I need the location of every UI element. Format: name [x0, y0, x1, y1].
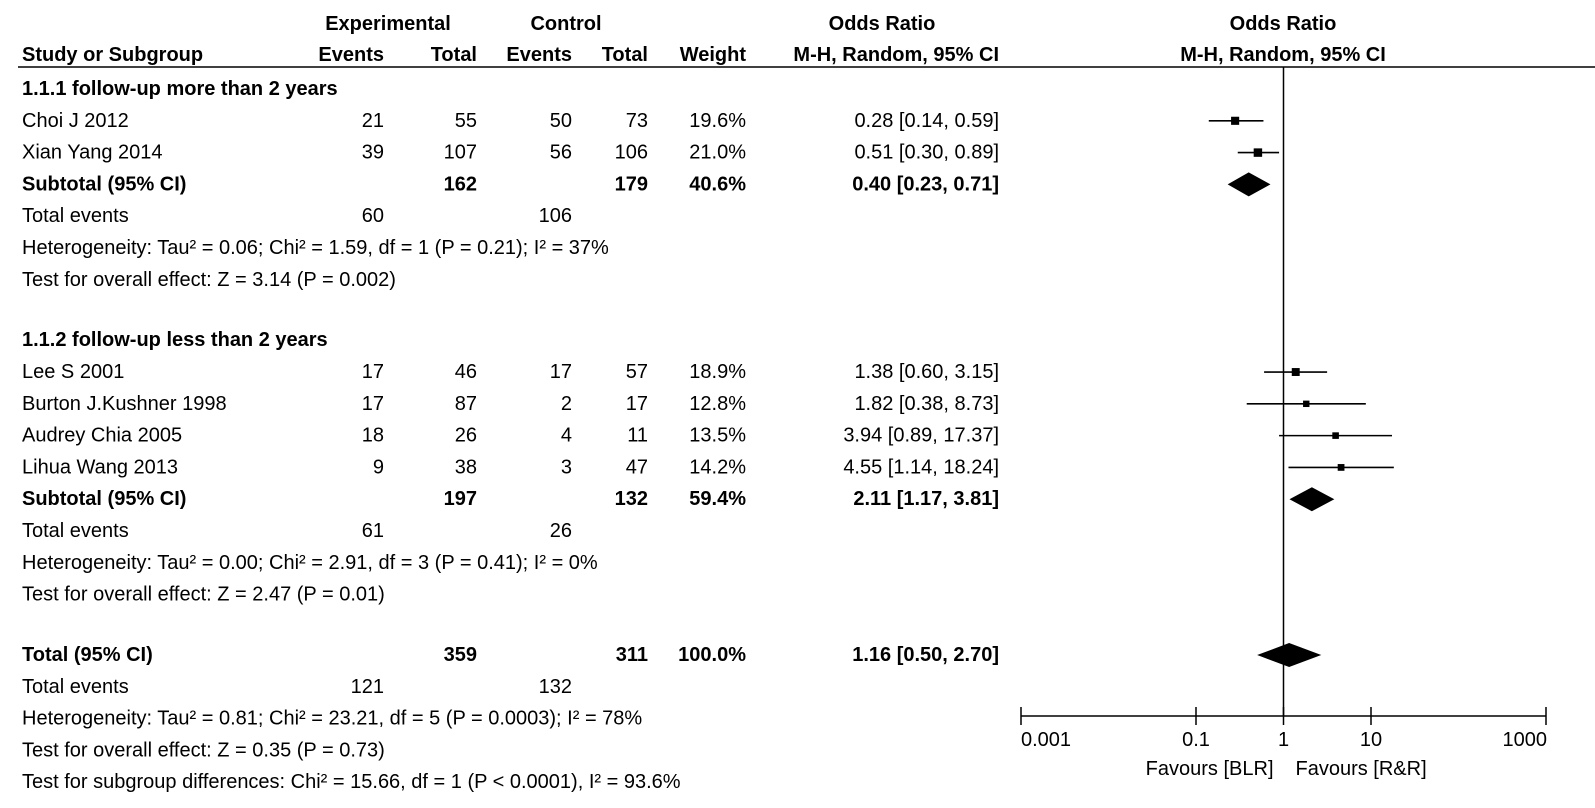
header-study: Study or Subgroup — [22, 44, 204, 66]
summary-label: Total (95% CI) — [22, 644, 153, 667]
heterogeneity-text: Heterogeneity: Tau² = 0.06; Chi² = 1.59, df = 1 (P = 0.21); I² = 37% — [22, 237, 609, 259]
study-row — [22, 142, 999, 164]
summary-row — [22, 173, 999, 195]
study-name: Audrey Chia 2005 — [22, 424, 183, 447]
ci-text: 4.55 [1.14, 18.24] — [843, 456, 999, 479]
point-estimate — [1231, 117, 1239, 125]
header-ctl-total: Total — [601, 44, 648, 66]
study-row — [22, 425, 999, 447]
ci-text: 0.51 [0.30, 0.89] — [854, 141, 999, 164]
axis-tick-label: 0.001 — [1021, 729, 1072, 751]
overall-effect-text: Test for overall effect: Z = 0.35 (P = 0.73) — [22, 739, 385, 762]
summary-diamond — [1228, 172, 1271, 196]
study-row — [22, 456, 999, 478]
summary-row — [22, 488, 999, 510]
point-estimate — [1338, 464, 1345, 471]
header-exp-events: Events — [318, 44, 384, 66]
exp-events: 9 — [372, 456, 384, 479]
exp-events: 39 — [361, 141, 384, 164]
header-ctl-events: Events — [506, 44, 572, 66]
point-estimate — [1254, 148, 1262, 156]
summary-diamond — [1289, 487, 1334, 511]
total-events-label: Total events — [22, 675, 129, 698]
ci-text: 3.94 [0.89, 17.37] — [843, 424, 999, 447]
summary-weight: 59.4% — [689, 488, 746, 511]
ctl-total: 17 — [625, 392, 648, 415]
x-axis — [1021, 67, 1547, 780]
summary-ctl-total: 311 — [615, 644, 648, 667]
summary-ci-text: 2.11 [1.17, 3.81] — [853, 488, 999, 511]
header-experimental: Experimental — [325, 13, 451, 35]
axis-tick-label: 1 — [1277, 729, 1290, 751]
exp-events: 17 — [361, 361, 384, 384]
events-row — [22, 520, 572, 542]
header-weight: Weight — [679, 44, 746, 66]
total-events-label: Total events — [22, 520, 129, 543]
ctl-total: 57 — [625, 361, 648, 384]
study-name: Lee S 2001 — [22, 361, 125, 384]
heterogeneity-text: Heterogeneity: Tau² = 0.00; Chi² = 2.91, df = 3 (P = 0.41); I² = 0% — [22, 551, 598, 574]
header-odds-ratio-plot: Odds Ratio — [1229, 13, 1337, 35]
study-row — [22, 393, 999, 415]
total-events-ctl: 106 — [538, 205, 572, 228]
ci-text: 1.82 [0.38, 8.73] — [854, 392, 999, 415]
axis-tick-label: 10 — [1359, 729, 1383, 751]
heterogeneity-text: Heterogeneity: Tau² = 0.81; Chi² = 23.21, df = 5 (P = 0.0003); I² = 78% — [22, 707, 643, 730]
header-method-plot: M-H, Random, 95% CI — [1180, 44, 1386, 66]
ctl-events: 17 — [549, 361, 572, 384]
summary-ctl-total: 132 — [614, 488, 648, 511]
weight: 14.2% — [689, 456, 746, 479]
study-row — [22, 361, 999, 383]
ctl-total: 73 — [625, 109, 648, 132]
exp-events: 18 — [361, 424, 384, 447]
exp-total: 38 — [454, 456, 477, 479]
total-events-exp: 60 — [361, 205, 384, 228]
summary-weight: 100.0% — [678, 644, 746, 667]
summary-label: Subtotal (95% CI) — [22, 488, 187, 511]
summary-exp-total: 197 — [443, 488, 477, 511]
exp-events: 21 — [361, 109, 384, 132]
plot-marks — [1209, 117, 1394, 667]
exp-total: 107 — [443, 141, 477, 164]
ctl-total: 47 — [625, 456, 648, 479]
weight: 12.8% — [689, 392, 746, 415]
summary-exp-total: 162 — [443, 173, 477, 196]
study-name: Burton J.Kushner 1998 — [22, 392, 227, 415]
axis-tick-label: 0.1 — [1182, 729, 1210, 751]
header-odds-ratio-table: Odds Ratio — [828, 13, 936, 35]
total-events-label: Total events — [22, 205, 129, 228]
ctl-total: 11 — [627, 424, 648, 447]
study-name: Xian Yang 2014 — [22, 141, 163, 164]
ctl-events: 3 — [560, 456, 572, 479]
subgroup-title: 1.1.1 follow-up more than 2 years — [22, 78, 338, 100]
summary-ci-text: 0.40 [0.23, 0.71] — [852, 173, 999, 196]
favours-left-label: Favours [BLR] — [1145, 758, 1274, 780]
favours-right-label: Favours [R&R] — [1295, 758, 1427, 780]
total-events-ctl: 132 — [538, 675, 572, 698]
subgroup-difference-text: Test for subgroup differences: Chi² = 15.66, df = 1 (P < 0.0001), I² = 93.6% — [22, 771, 681, 794]
summary-ctl-total: 179 — [614, 173, 648, 196]
point-estimate — [1303, 401, 1309, 407]
weight: 19.6% — [689, 109, 746, 132]
total-events-ctl: 26 — [549, 520, 572, 543]
events-row — [22, 205, 572, 227]
ctl-events: 50 — [549, 109, 572, 132]
header-exp-total: Total — [430, 44, 477, 66]
ctl-total: 106 — [614, 141, 648, 164]
point-estimate — [1292, 368, 1300, 376]
point-estimate — [1332, 432, 1339, 439]
weight: 18.9% — [689, 361, 746, 384]
summary-exp-total: 359 — [443, 644, 477, 667]
summary-ci-text: 1.16 [0.50, 2.70] — [852, 644, 999, 667]
summary-weight: 40.6% — [689, 173, 746, 196]
overall-effect-text: Test for overall effect: Z = 2.47 (P = 0.01) — [22, 583, 385, 606]
summary-diamond — [1257, 643, 1321, 667]
exp-total: 55 — [454, 109, 477, 132]
subgroup-title: 1.1.2 follow-up less than 2 years — [22, 329, 328, 352]
study-name: Choi J 2012 — [22, 109, 129, 132]
summary-row — [22, 644, 999, 666]
weight: 21.0% — [689, 141, 746, 164]
study-row — [22, 110, 999, 132]
exp-total: 87 — [454, 392, 477, 415]
weight: 13.5% — [689, 424, 746, 447]
summary-label: Subtotal (95% CI) — [22, 173, 187, 196]
study-name: Lihua Wang 2013 — [22, 456, 179, 479]
table-rows — [22, 78, 999, 793]
exp-total: 26 — [454, 424, 477, 447]
ci-text: 1.38 [0.60, 3.15] — [854, 361, 999, 384]
ctl-events: 4 — [560, 424, 572, 447]
exp-events: 17 — [361, 392, 384, 415]
total-events-exp: 61 — [361, 520, 384, 543]
header-control: Control — [530, 13, 602, 35]
ctl-events: 2 — [560, 392, 572, 415]
overall-effect-text: Test for overall effect: Z = 3.14 (P = 0.002) — [22, 268, 396, 291]
total-events-exp: 121 — [350, 675, 384, 698]
ctl-events: 56 — [549, 141, 572, 164]
exp-total: 46 — [454, 361, 477, 384]
header-method-table: M-H, Random, 95% CI — [793, 44, 999, 66]
axis-tick-label: 1000 — [1502, 729, 1547, 751]
ci-text: 0.28 [0.14, 0.59] — [854, 109, 999, 132]
events-row — [22, 676, 572, 698]
